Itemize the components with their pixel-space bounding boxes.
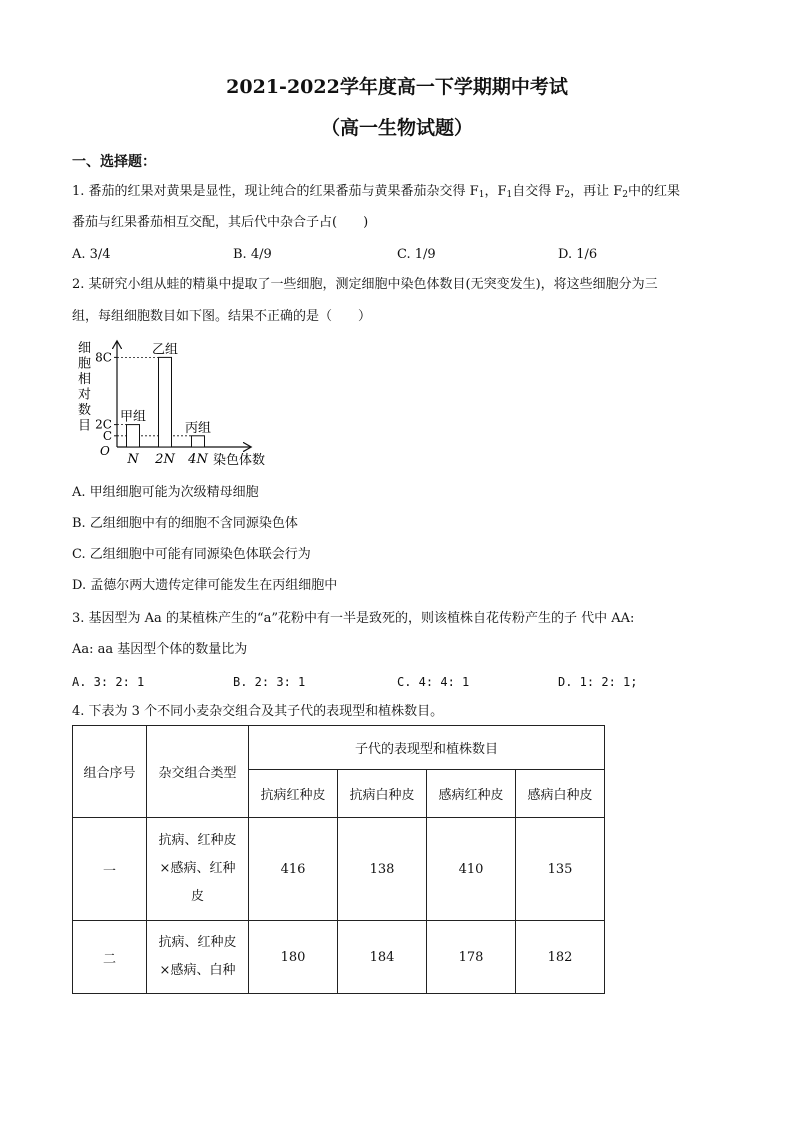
x-tick-label: 2N	[155, 452, 175, 467]
q2-option-c: C. 乙组细胞中可能有同源染色体联会行为	[72, 547, 311, 562]
header-col-4: 感病白种皮	[516, 770, 605, 818]
header-cross-type: 杂交组合类型	[147, 726, 249, 818]
q3-option-d: D. 1: 2: 1;	[558, 675, 638, 689]
row-id: 一	[73, 818, 147, 921]
y-axis-label-char: 数	[78, 403, 92, 418]
q3-line1: 3. 基因型为 Aa 的某植株产生的“a”花粉中有一半是致死的，则该植株自花传粉产生的子 代中 AA:	[72, 611, 635, 626]
q2-option-d: D. 孟德尔两大遗传定律可能发生在丙组细胞中	[72, 578, 338, 593]
y-tick-label: 2C	[95, 417, 112, 432]
q4-line1: 4. 下表为 3 个不同小麦杂交组合及其子代的表现型和植株数目。	[72, 704, 444, 719]
q1-option-b: B. 4/9	[233, 247, 272, 262]
cell-value: 180	[249, 921, 338, 994]
x-tick-label: 4N	[188, 452, 208, 467]
q2-line1: 2. 某研究小组从蛙的精巢中提取了一些细胞，测定细胞中染色体数目(无突变发生)，将这些细胞分为三	[72, 277, 658, 292]
cross-results-table	[72, 725, 605, 994]
y-axis-label-char: 目	[78, 418, 92, 434]
header-offspring: 子代的表现型和植株数目	[249, 726, 605, 770]
q3-option-a: A. 3: 2: 1	[72, 675, 145, 689]
q1-option-c: C. 1/9	[397, 247, 436, 262]
q1-line1: 1. 番茄的红果对黄果是显性，现让纯合的红果番茄与黄果番茄杂交得 $F_1$，$F_1$自交得 $F_2$，再让 $F_2$中的红果	[72, 184, 680, 200]
cell-value: 138	[338, 818, 427, 921]
q1-option-a: A. 3/4	[72, 247, 111, 262]
q1-line2: 番茄与红果番茄相互交配，其后代中杂合子占( )	[72, 215, 369, 230]
x-tick-label: N	[127, 452, 139, 467]
cell-value: 410	[427, 818, 516, 921]
bar-label-2: 乙组	[151, 342, 179, 358]
q3-option-c: C. 4: 4: 1	[397, 675, 470, 689]
header-group-number: 组合序号	[73, 726, 147, 818]
header-col-1: 抗病红种皮	[249, 770, 338, 818]
header-col-3: 感病红种皮	[427, 770, 516, 818]
bar-label-1: 甲组	[119, 409, 147, 425]
bar-3	[192, 436, 205, 447]
table-row	[73, 921, 605, 994]
page-subtitle: （高一生物试题）	[320, 117, 473, 139]
row-cross: 抗病、红种皮 ×感病、红种 皮	[147, 818, 249, 921]
q2-option-b: B. 乙组细胞中有的细胞不含同源染色体	[72, 516, 298, 531]
q3-option-b: B. 2: 3: 1	[233, 675, 306, 689]
header-col-2: 抗病白种皮	[338, 770, 427, 818]
q2-option-a: A. 甲组细胞可能为次级精母细胞	[72, 485, 259, 500]
section-heading: 一、选择题：	[72, 154, 156, 170]
q2-line2: 组，每组细胞数目如下图。结果不正确的是（ ）	[72, 309, 372, 324]
y-axis-label-char: 相	[78, 372, 92, 387]
row-id: 二	[73, 921, 147, 994]
q1-option-d: D. 1/6	[558, 247, 598, 262]
bar-2	[159, 357, 172, 447]
chromosome-bar-chart	[70, 338, 290, 470]
origin-label: O	[100, 444, 110, 458]
page-title: 2021-2022学年度高一下学期期中考试	[226, 76, 568, 98]
y-tick-label: 8C	[95, 350, 112, 365]
cell-value: 182	[516, 921, 605, 994]
y-axis-label-char: 胞	[78, 356, 92, 372]
table-row	[73, 818, 605, 921]
q3-line2: Aa: aa 基因型个体的数量比为	[72, 642, 248, 657]
bar-label-3: 丙组	[184, 420, 212, 436]
row-cross: 抗病、红种皮 ×感病、白种	[147, 921, 249, 994]
x-axis-label: 染色体数	[213, 453, 266, 468]
cell-value: 184	[338, 921, 427, 994]
y-tick-label: C	[102, 428, 112, 443]
bar-1	[127, 425, 140, 447]
cell-value: 135	[516, 818, 605, 921]
y-axis-label-char: 细	[78, 341, 92, 356]
cell-value: 416	[249, 818, 338, 921]
y-axis-label	[78, 341, 91, 434]
y-axis-label-char: 对	[78, 387, 92, 403]
cell-value: 178	[427, 921, 516, 994]
